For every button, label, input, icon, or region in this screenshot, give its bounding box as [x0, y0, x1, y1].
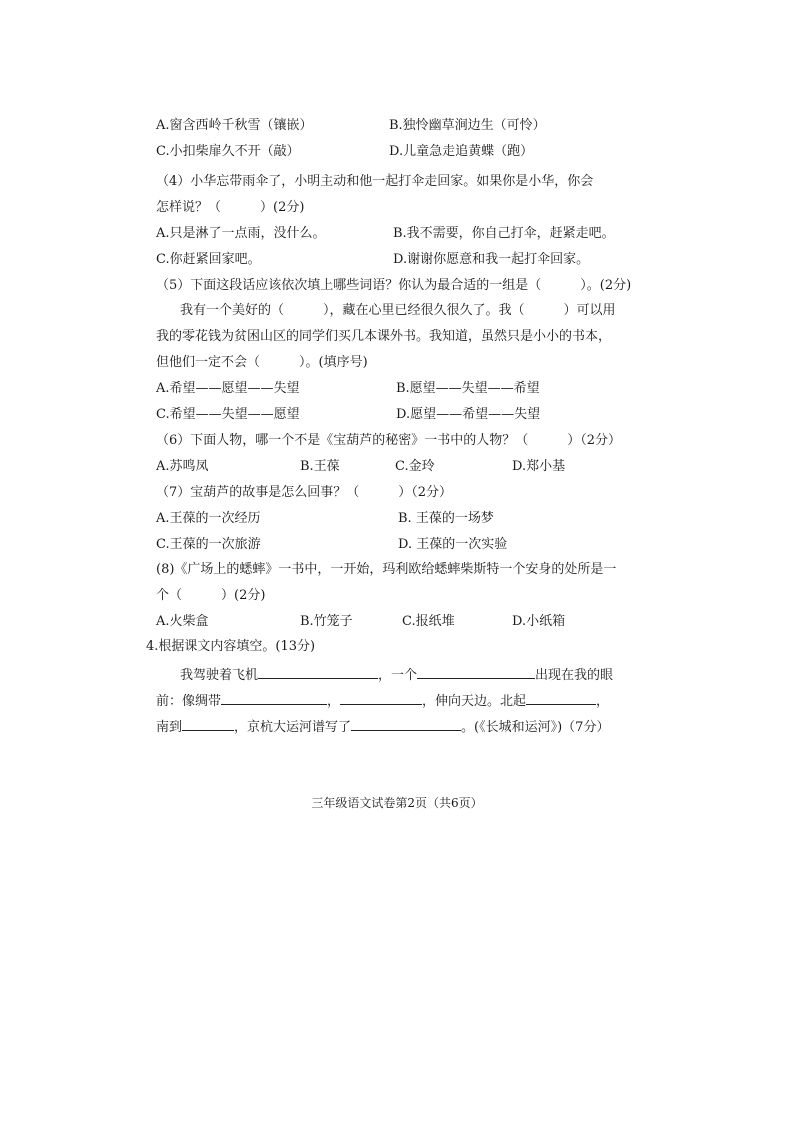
fill-text: 。(《长城和运河》)（7分）: [461, 720, 610, 735]
fill-text: ，一个: [378, 668, 418, 683]
q4-question-line2: 怎样说？（ ）(2分): [156, 200, 305, 215]
fill-line-2: [156, 690, 609, 711]
q8-option-b: B.竹笼子: [300, 614, 353, 629]
q5-passage-line1: 我有一个美好的（ ），藏在心里已经很久很久了。我（ ）可以用: [180, 303, 616, 318]
q5-option-b: B.愿望——失望——希望: [396, 381, 540, 396]
fill-text: ，: [327, 694, 341, 709]
q6-option-a: A.苏鸣凤: [156, 459, 209, 474]
q4-option-c: C.你赶紧回家吧。: [156, 252, 261, 267]
q5-option-c: C.希望——失望——愿望: [156, 407, 300, 422]
q5-option-d: D.愿望——希望——失望: [396, 407, 541, 422]
fill-text: 出现在我的眼: [535, 668, 614, 683]
page-footer: 三年级语文试卷第2页（共6页）: [311, 796, 483, 810]
q5-passage-line3: 但他们一定不会（ ）。(填序号): [156, 355, 368, 370]
fill-text: ，伸向天边。北起: [422, 694, 527, 709]
q3-option-d: D.儿童急走追黄蝶（跑）: [389, 144, 534, 159]
q6-question: （6）下面人物，哪一个不是《宝葫芦的秘密》一书中的人物？（ ）（2分）: [156, 433, 622, 448]
q6-option-d: D.郑小基: [512, 459, 566, 474]
q6-option-c: C.金玲: [395, 459, 435, 474]
q5-option-a: A.希望——愿望——失望: [156, 381, 300, 396]
q4-option-d: D.谢谢你愿意和我一起打伞回家。: [393, 252, 590, 267]
fill-text: 我驾驶着飞机: [180, 668, 259, 683]
q7-option-a: A.王葆的一次经历: [156, 511, 261, 526]
q5-passage-line2: 我的零花钱为贫困山区的同学们买几本课外书。我知道，虽然只是小小的书本，: [156, 329, 612, 344]
q6-option-b: B.王葆: [300, 459, 340, 474]
fill-blank[interactable]: [417, 664, 535, 679]
q8-question-line1: (8)《广场上的蟋蟀》一书中，一开始，玛利欧给蟋蟀柴斯特一个安身的处所是一: [156, 562, 617, 577]
fill-blank[interactable]: [258, 664, 378, 679]
q5-question: （5）下面这段话应该依次填上哪些词语？你认为最合适的一组是（ ）。(2分): [156, 278, 632, 293]
q4-option-a: A.只是淋了一点雨，没什么。: [156, 226, 326, 241]
fill-blank[interactable]: [221, 690, 327, 705]
q3-option-a: A.窗含西岭千秋雪（镶嵌）: [156, 118, 313, 133]
q8-option-c: C.报纸堆: [402, 614, 455, 629]
q7-option-d: D. 王葆的一次实验: [398, 537, 508, 552]
fill-blank[interactable]: [351, 716, 461, 731]
fill-blank[interactable]: [182, 716, 234, 731]
q7-option-b: B. 王葆的一场梦: [398, 511, 494, 526]
q3-option-c: C.小扣柴扉久不开（敲）: [156, 144, 300, 159]
fill-text: 南到: [156, 720, 183, 735]
q8-option-d: D.小纸箱: [512, 614, 566, 629]
fill-line-1: [180, 664, 613, 685]
fill-line-3: [156, 716, 609, 737]
section-4-title: 4.根据课文内容填空。(13分): [146, 639, 316, 654]
q3-option-b: B.独怜幽草涧边生（可怜）: [389, 118, 546, 133]
fill-blank[interactable]: [526, 690, 596, 705]
fill-text: ，京杭大运河谱写了: [234, 720, 352, 735]
q4-option-b: B.我不需要，你自己打伞，赶紧走吧。: [393, 226, 615, 241]
q7-question: （7）宝葫芦的故事是怎么回事？（ ）（2分）: [156, 485, 453, 500]
q8-question-line2: 个（ ）(2分): [156, 588, 266, 603]
fill-text: ，: [596, 694, 610, 709]
q4-question-line1: （4）小华忘带雨伞了，小明主动和他一起打伞走回家。如果你是小华，你会: [156, 174, 594, 189]
q7-option-c: C.王葆的一次旅游: [156, 537, 261, 552]
fill-blank[interactable]: [340, 690, 422, 705]
q8-option-a: A.火柴盒: [156, 614, 209, 629]
fill-text: 前：像绸带: [156, 694, 222, 709]
